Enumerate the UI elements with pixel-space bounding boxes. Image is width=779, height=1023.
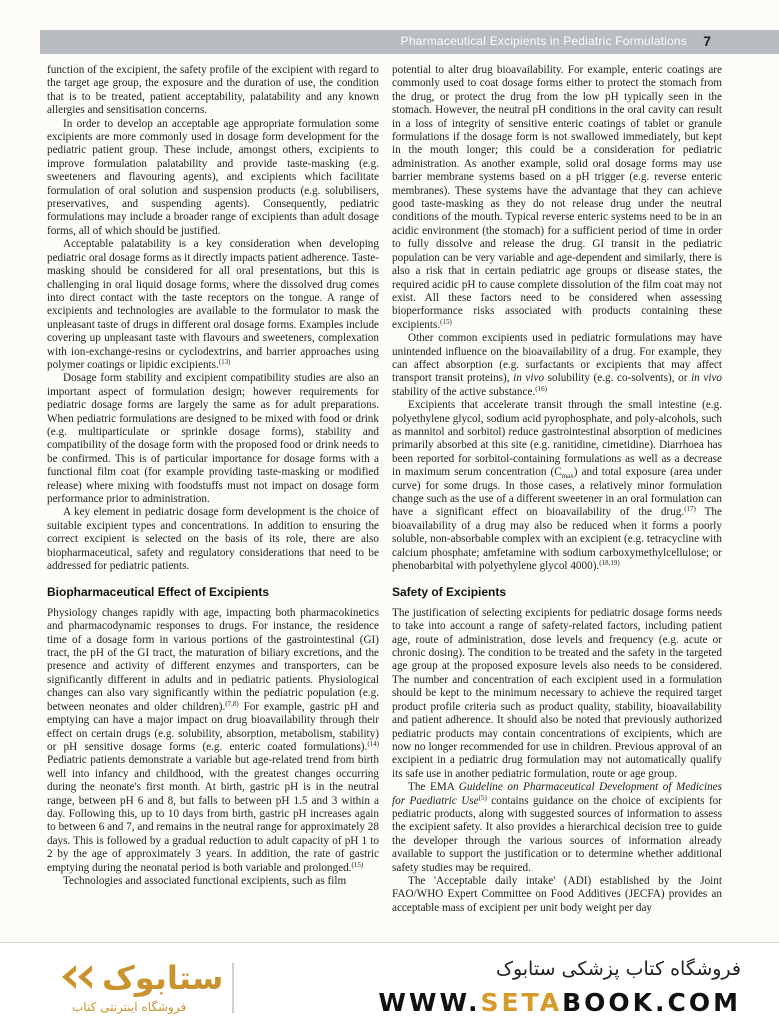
citation: (15) — [351, 860, 364, 869]
paragraph: Excipients that accelerate transit through the small intestine (e.g. polyethylene glycol, sodium acid pyrophosphate, and poly-alcohols, such as mannitol and sorbitol) reduce gastrointestinal absorption of medicines primarily absorbed at this site (e.g. ranitidine, cimetidine). Diarrhoea has been reported for sorbitol-containing formulations as well as a decrease in maximum serum concentration $(C_{max})$ and total exposure (area under curve) for some drugs. In those cases, a relatively minor formulation change such as the use of a different sweetener in an oral formulation can have a significant effect on bioavailability of the drug.$^{(17)}$ The bioavailability of a drug may also be reduced when it forms a poorly soluble, non-absorbable complex with an excipient (e.g. tetracycline with calcium phosphate; amfetamine with sodium carboxymethylcellulose; or phenobarbital with polyethylene glycol 4000).$^{(18,19)}$ — [392, 399, 723, 573]
left-column — [47, 64, 379, 888]
paragraph: The 'Acceptable daily intake' (ADI) established by the Joint FAO/WHO Expert Committee on Food Additives (JECFA) provides an acceptable mass of excipient per unit body weight per day — [392, 874, 722, 914]
paragraph: Other common excipients used in pediatric formulations may have unintended influence on the bioavailability of a drug. For example, they can affect absorption (e.g. surfactants or excipients that may affect transport transit proteins), in vivo solubility (e.g. co-solvents), or in vivo stability of the active substance.$^{(16)}$ — [392, 332, 723, 398]
logo-subtitle: فروشگاه اینترنتی کتاب — [72, 1000, 187, 1014]
paragraph: Physiology changes rapidly with age, impacting both pharmacokinetics and pharmacodynamic responses to drugs. For instance, the residence time of a dosage form in various portions of the gastrointestinal (GI) tract, the pH of the GI tract, the maturation of biliary excretions, and the presence and activity of different enzymes and transporters, can be significantly different in adults and in pediatric patients. Physiological changes can also vary significantly within the pediatric population (e.g. between neonates and older children).$^{(7,8)}$ For example, gastric pH and emptying can have a major impact on drug bioavailability through their effect on certain drugs (e.g. solubility, absorption, metabolism, stability) or pH sensitive dosage forms (e.g. enteric coated formulations).$^{(14)}$ Pediatric patients demonstrate a variable but age-related trend from birth well into infancy and childhood, with the greatest changes occurring during the neonate's first month. At birth, gastric pH is in the neutral range, between pH 6 and 8, but falls to between pH 1.5 and 3 within a day. Following this, up to 10 days from birth, gastric pH increases again to between 6 and 7, and remains in the neutral range for approximately 28 days. This is followed by a gradual reduction to adult capacity of pH 1 to 2 by the age of approximately 3 years. In addition, the rate of gastric emptying during the neonatal period is both variable and prolonged.$^{(15)}$ — [47, 606, 379, 874]
citation: (15) — [440, 317, 452, 326]
paragraph: Technologies and associated functional excipients, such as film — [63, 874, 347, 887]
website-link[interactable]: WWW.SETABOOK.COM — [378, 988, 741, 1017]
citation: (17) — [684, 505, 696, 514]
paragraph: A key element in pediatric dosage form development is the choice of suitable excipient types and concentrations. In addition to ensuring the correct excipient is selected on the basis of its role, there are also biopharmaceutical, safety and regulatory considerations that need to be addressed for pediatric patients. — [47, 506, 379, 573]
paragraph: Dosage form stability and excipient compatibility studies are also an important aspect of formulation design; however requirements for pediatric dosage forms are largely the same as for adult preparations. When pediatric formulations are designed to be mixed with food or drink (e.g. multiparticulate or sprinkle dosage forms), stability and compatibility of the dosage form with the proposed food or drink needs to be confirmed. This is of particular importance for dosage forms with a functional film coat (for example providing taste-masking or modified release) where mixing with foodstuffs must not impact on dosage form performance prior to administration. — [47, 372, 379, 505]
paragraph: Acceptable palatability is a key consideration when developing pediatric oral dosage forms as it directly impacts patient adherence. Taste-masking should be considered for all oral presentations, but this is challenging in oral liquid dosage forms, where the dissolved drug comes into direct contact with the taste receptors on the tongue. A range of excipients and technologies are available to the formulator to mask the unpleasant taste of drugs in different oral dosage forms. Examples include covering up unpleasant taste with flavours and sweeteners, complexation with ion-exchange-resins or cyclodextrins, and barrier approaches using polymer coatings or lipidic excipients.$^{(13)}$ — [47, 238, 379, 371]
svg-text:ستابوک: ستابوک — [102, 959, 224, 997]
store-name: فروشگاه کتاب پزشکی ستابوک — [495, 958, 741, 980]
paragraph: function of the excipient, the safety profile of the excipient with regard to the target age group, the exposure and the duration of use, the condition that is to be treated, patient acceptability, palatability and any known allergies and sensitisation concerns. — [47, 64, 379, 117]
citation: (13) — [218, 357, 231, 366]
paragraph: In order to develop an acceptable age appropriate formulation some excipients are more commonly used in dosage form development for the pediatric patient group. These include, amongst others, excipients to improve formulation palatability and provide taste-masking (e.g. sweeteners and flavouring agents), and excipients which facilitate formulation of oral solution and suspension products (e.g. solubilisers, preservatives, and suspending agents). Consequently, pediatric formulations may include a broader range of excipients than adult dosage forms, all of which should be justified. — [47, 117, 379, 237]
citation: (16) — [535, 384, 547, 393]
paragraph: The EMA Guideline on Pharmaceutical Development of Medicines for Paediatric Use$^{(5)}$ contains guidance on the choice of excipients for pediatric products, along with suggested sources of information to assess the excipient safety. It also provides a hierarchical decision tree to guide the developer through the various sources of information already available to support the justification or to determine whether additional safety studies may be required. — [392, 781, 722, 874]
citation: (14) — [367, 739, 379, 748]
citation: (7,8) — [225, 699, 239, 708]
section-heading: Biopharmaceutical Effect of Excipients — [47, 585, 270, 600]
running-head: Pharmaceutical Excipients in Pediatric Formulations — [400, 34, 687, 48]
paragraph: potential to alter drug bioavailability. For example, enteric coatings are commonly used to coat dosage forms either to protect the stomach from the drug, or protect the drug from the low pH typically seen in the stomach. However, the neutral pH conditions in the oral cavity can result in a loss of integrity of sensitive enteric coatings of tablet or granule formulations if the dosage form is not swallowed immediately, but kept in the mouth longer; this could be a consideration for pediatric administration. As another example, solid oral dosage forms may use barrier membrane systems based on a pH trigger (e.g. reverse enteric membranes). These systems have the advantage that they can achieve good taste-masking as they do not release drug under the neutral conditions of the mouth. Typical reverse enteric systems need to be in an acidic environment (the stomach) for a sufficient period of time in order to fully dissolve and release the drug. GI transit in the pediatric population can be very variable and age-dependent and similarly, there is also a risk that in certain pediatric age groups or disease states, the required acidic pH to cause complete dissolution of the film coat may not exist. All these factors need to be considered when assessing bioperformance risks associated with products containing these excipients.$^{(15)}$ — [392, 64, 722, 331]
right-column — [392, 64, 722, 915]
paragraph: The justification of selecting excipients for pediatric dosage forms needs to take into account a range of safety-related factors, including patient age, route of administration, dose levels and frequency (e.g. acute or chronic dosing). The condition to be treated and the safety in the targeted age group at the proposed exposure levels also needs to be considered. The number and concentration of each excipient used in a formulation should be kept to the minimum necessary to achieve the required target product profile criteria such as product quality, stability, bioavailability and patient adherence. It should also be noted that previously authorized pediatric products may contain concentrations of excipients, which are now no longer recommended for use in children. Previous approval of an excipient in a pediatric drug formulation may not automatically qualify its safe use in another pediatric formulation, route or age group. — [392, 606, 722, 780]
setabook-logo — [58, 955, 228, 999]
citation: (5) — [478, 793, 487, 802]
section-heading: Safety of Excipients — [392, 585, 507, 600]
logo-separator — [232, 963, 234, 1013]
page-number: 7 — [703, 33, 711, 49]
citation: (18,19) — [599, 559, 620, 568]
